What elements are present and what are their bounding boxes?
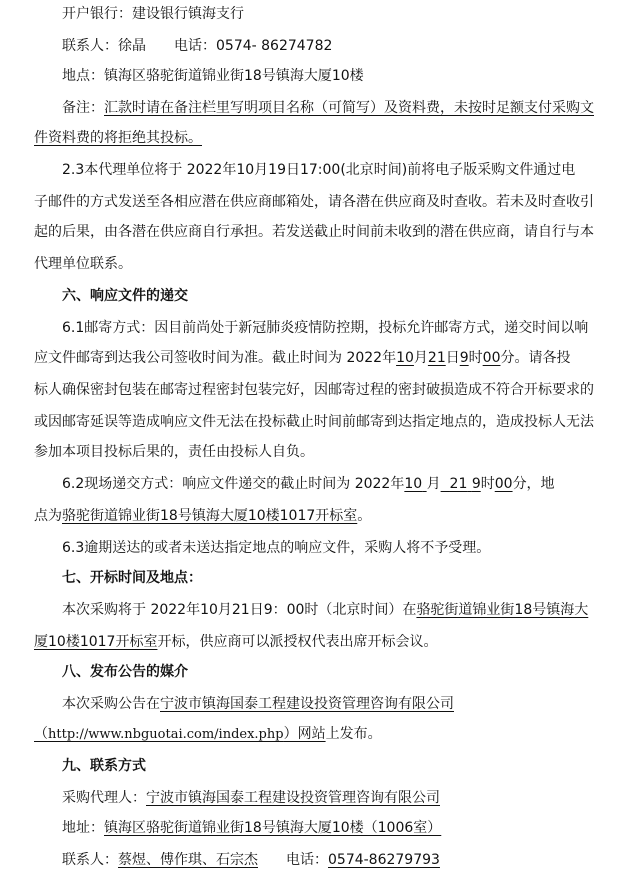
section-heading-8: 八、发布公告的媒介 (62, 664, 188, 680)
note-line-2: 件资料费的将拒绝其投标。 (34, 130, 202, 146)
agent-line: 采购代理人：宁波市镇海国泰工程建设投资管理咨询有限公司 (62, 790, 440, 806)
paragraph-6-2: 点为骆驼街道锦业街18号镇海大厦10楼1017开标室。 (34, 508, 372, 524)
note-line: 备注：汇款时请在备注栏里写明项目名称（可简写）及资料费，未按时足额支付采购文 (62, 100, 594, 116)
bank-line: 开户银行：建设银行镇海支行 (62, 6, 244, 22)
paragraph-6-1: 参加本项目投标后果的，责任由投标人自负。 (34, 444, 314, 460)
website-link[interactable]: http://www.nbguotai.com/index.php (48, 727, 284, 742)
paragraph-2-3: 子邮件的方式发送至各相应潜在供应商邮箱处，请各潜在供应商及时查收。若未及时查收引 (34, 194, 594, 210)
paragraph-7: 厦10楼1017开标室开标，供应商可以派授权代表出席开标会议。 (34, 634, 438, 650)
paragraph-2-3: 代理单位联系。 (34, 256, 132, 272)
paragraph-6-3: 6.3逾期送达的或者未送达指定地点的响应文件，采购人将不予受理。 (62, 540, 491, 556)
paragraph-6-1: 或因邮寄延误等造成响应文件无法在投标截止时间前邮寄到达指定地点的，造成投标人无法 (34, 414, 594, 430)
section-heading-7: 七、开标时间及地点： (62, 570, 202, 586)
paragraph-7: 本次采购将于 2022年10月21日9：00时（北京时间）在骆驼街道锦业街18号镇海大 (62, 602, 589, 618)
paragraph-8: 本次采购公告在宁波市镇海国泰工程建设投资管理咨询有限公司 (62, 696, 454, 712)
section-heading-6: 六、响应文件的递交 (62, 288, 188, 304)
agent-address-line: 地址：镇海区骆驼街道锦业街18号镇海大厦10楼（1006室） (62, 820, 442, 836)
address-line: 地点：镇海区骆驼街道锦业街18号镇海大厦10楼 (62, 68, 364, 84)
contact-line: 联系人：徐晶 电话：0574- 86274782 (62, 38, 333, 54)
agent-contact-line: 联系人：蔡煜、傅作琪、石宗杰 电话：0574-86279793 (62, 852, 440, 868)
paragraph-6-1: 标人确保密封包装在邮寄过程密封包装完好，因邮寄过程的密封破损造成不符合开标要求的 (34, 382, 594, 398)
paragraph-2-3: 2.3本代理单位将于 2022年10月19日17:00(北京时间)前将电子版采购文件通过电 (62, 162, 576, 178)
section-heading-9: 九、联系方式 (62, 758, 146, 774)
paragraph-6-1: 6.1邮寄方式：因目前尚处于新冠肺炎疫情防控期，投标允许邮寄方式，递交时间以响 (62, 320, 589, 336)
paragraph-6-2: 6.2现场递交方式：响应文件递交的截止时间为 2022年10 月 21 9时00分，地 (62, 476, 555, 492)
paragraph-6-1: 应文件邮寄到达我公司签收时间为准。截止时间为 2022年10月21日9时00分。请各投 (34, 350, 571, 366)
paragraph-8: （http://www.nbguotai.com/index.php）网站上发布。 (34, 726, 382, 742)
paragraph-2-3: 起的后果，由各潜在供应商自行承担。若发送截止时间前未收到的潜在供应商，请自行与本 (34, 224, 594, 240)
